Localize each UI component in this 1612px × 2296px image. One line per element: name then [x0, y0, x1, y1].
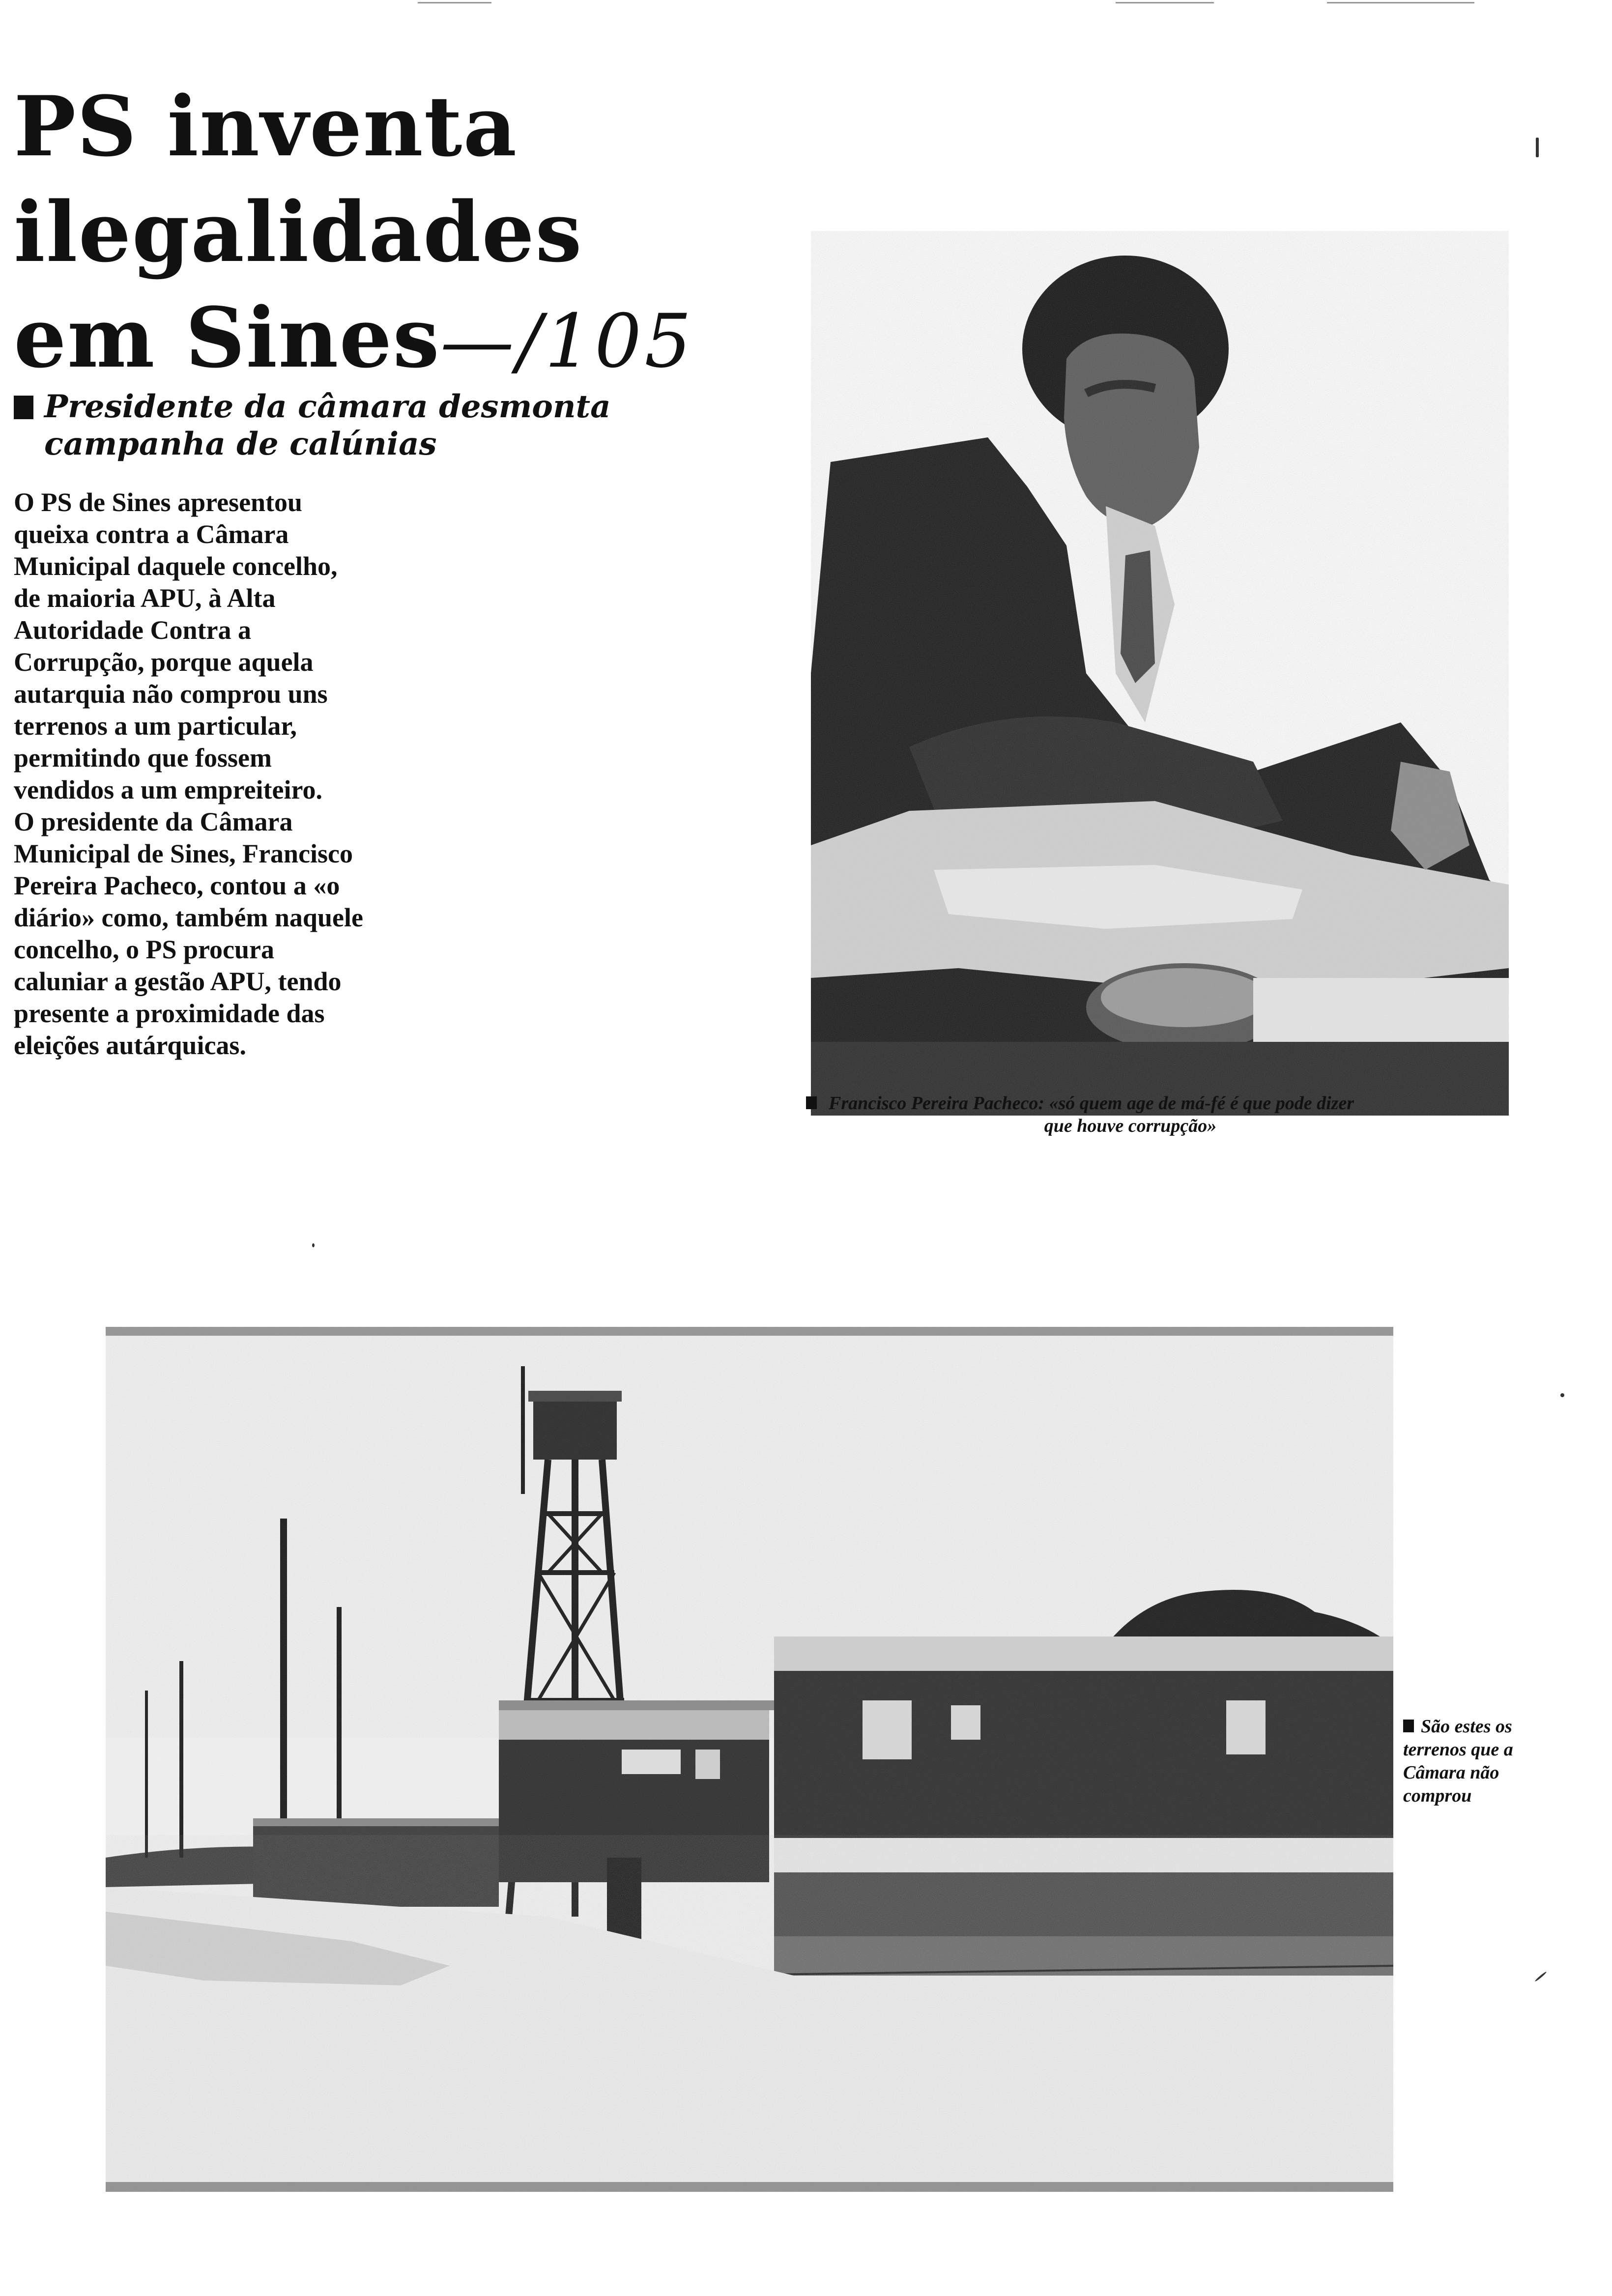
headline-line-3-text: em Sines: [14, 289, 440, 386]
square-bullet-icon: [806, 1096, 817, 1109]
portrait-caption-line-1: Francisco Pereira Pacheco: «só quem age de má-fé é que pode dizer: [829, 1093, 1354, 1114]
scan-speck: [1536, 138, 1539, 157]
body-paragraph-1: O PS de Sines apresentou queixa contra a Câmara Municipal daquele concelho, de maioria APU, à Alta Autoridade Contra a Corrupção, porque aquela autarquia não comprou uns terrenos a um particular, permitindo que fossem vendidos a um empreiteiro.: [14, 488, 338, 804]
headline: [14, 74, 702, 395]
headline-line-2: ilegalidades: [14, 183, 583, 281]
article-body: [14, 487, 368, 1062]
scan-edge-line: [1116, 2, 1214, 3]
portrait-caption-line-2: que houve corrupção»: [1044, 1116, 1217, 1136]
square-bullet-icon: [1403, 1720, 1414, 1732]
land-caption-text: São estes os terrenos que a Câmara não comprou: [1403, 1716, 1513, 1806]
scan-edge-line: [1327, 2, 1474, 3]
subheadline-line-1: Presidente da câmara desmonta: [44, 388, 611, 425]
headline-line-1: PS inventa: [14, 78, 518, 175]
square-bullet-icon: [14, 396, 33, 419]
handwritten-note: —/105: [440, 299, 694, 384]
subheadline: [14, 388, 702, 463]
subheadline-line-2: campanha de calúnias: [44, 426, 437, 462]
scan-speck: [1560, 1393, 1564, 1397]
scan-edge-line: [418, 2, 491, 3]
portrait-photo: [811, 231, 1509, 1116]
land-photo: [106, 1327, 1393, 2192]
portrait-caption: [806, 1092, 1514, 1137]
headline-line-3: [14, 285, 702, 395]
land-caption: [1403, 1715, 1516, 1808]
scan-speck: [312, 1243, 315, 1247]
scan-speck: [1534, 1971, 1547, 1982]
land-photo-image: [106, 1327, 1393, 2192]
portrait-photo-image: [811, 231, 1509, 1116]
body-paragraph-2: O presidente da Câmara Municipal de Sines, Francisco Pereira Pacheco, contou a «o diário» como, também naquele concelho, o PS procura caluniar a gestão APU, tendo presente a proximidade das eleições autárquicas.: [14, 807, 363, 1060]
